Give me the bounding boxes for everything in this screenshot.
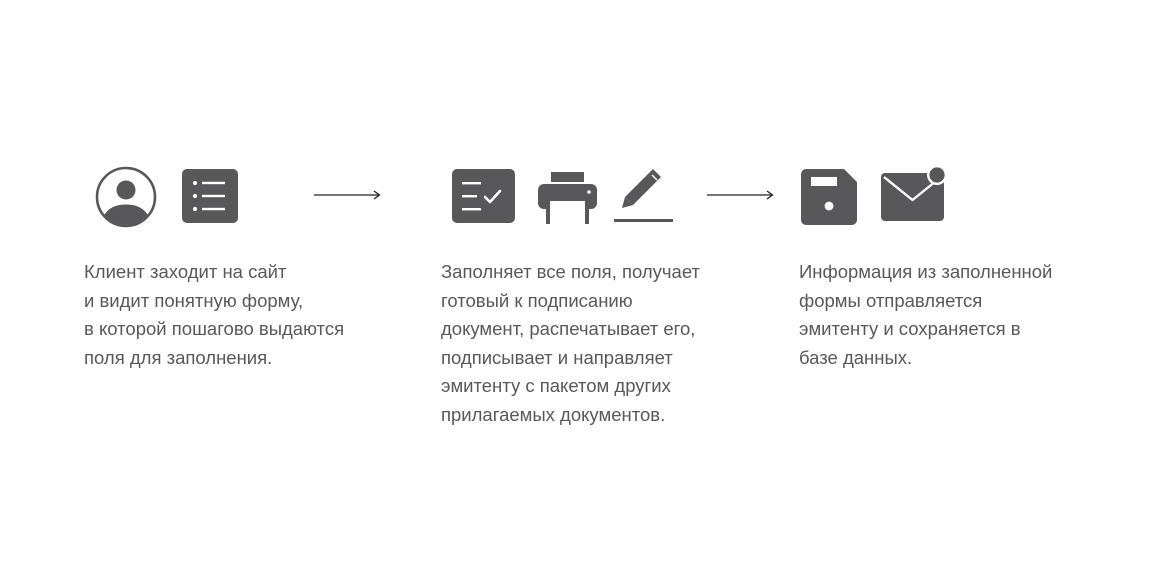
description-line: Заполняет все поля, получает	[441, 261, 700, 282]
mail-notification-icon	[881, 164, 948, 222]
description-line: поля для заполнения.	[84, 346, 273, 368]
description-line: готовый к подписанию	[441, 289, 633, 311]
description-line: документ, распечатывает его,	[441, 318, 696, 339]
pen-sign-icon	[614, 166, 674, 226]
description-line: Клиент заходит на сайт	[84, 261, 287, 282]
description-line: прилагаемых документов.	[441, 403, 666, 425]
arrow-right-icon	[707, 188, 775, 202]
description-line: формы отправляется	[799, 289, 983, 311]
printer-icon	[538, 172, 597, 224]
description-line: эмитенту с пакетом других	[441, 375, 671, 396]
save-icon	[801, 169, 857, 225]
arrow-right-icon	[314, 188, 382, 202]
step-2-description	[441, 258, 700, 429]
user-avatar-icon	[95, 166, 157, 228]
checklist-icon	[452, 169, 515, 223]
step-3-description	[799, 258, 1052, 372]
description-line: базе данных.	[799, 346, 913, 368]
description-line: Информация из заполненной	[799, 261, 1053, 282]
description-line: и видит понятную форму,	[84, 289, 304, 311]
list-icon	[182, 169, 238, 223]
description-line: эмитенту и сохраняется в	[799, 318, 1021, 339]
description-line: подписывает и направляет	[441, 346, 673, 368]
step-1-description	[84, 258, 344, 372]
description-line: в которой пошагово выдаются	[84, 318, 345, 339]
